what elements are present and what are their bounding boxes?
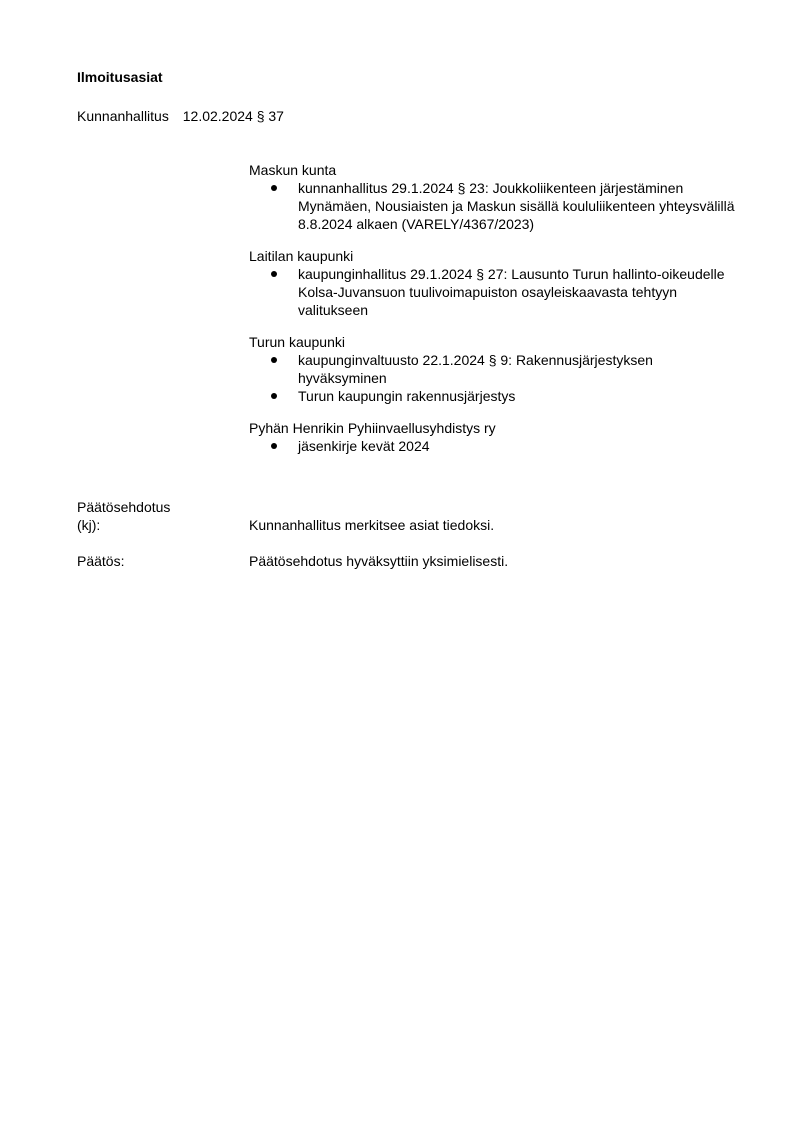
notice-item — [249, 179, 739, 233]
meeting-body: Kunnanhallitus — [77, 108, 169, 124]
notice-items — [249, 437, 739, 455]
notice-item — [249, 351, 739, 387]
bullet-icon — [271, 185, 277, 191]
decision-label: Päätös: — [77, 553, 125, 569]
notice-organization: Turun kaupunki — [249, 334, 345, 350]
notice-item — [249, 437, 739, 455]
notice-group — [249, 419, 739, 455]
notice-organization: Maskun kunta — [249, 162, 337, 178]
proposal-label-suffix: (kj): — [77, 517, 101, 533]
notice-organization: Pyhän Henrikin Pyhiinvaellusyhdistys ry — [249, 420, 496, 436]
notice-item-text: jäsenkirje kevät 2024 — [298, 438, 430, 454]
bullet-icon — [271, 357, 277, 363]
proposal-label: Päätösehdotus — [77, 499, 171, 515]
notice-item-text: Turun kaupungin rakennusjärjestys — [298, 388, 516, 404]
notice-items — [249, 179, 739, 233]
meeting-date-section: 12.02.2024 § 37 — [182, 108, 284, 124]
proposal-text: Kunnanhallitus merkitsee asiat tiedoksi. — [249, 517, 495, 533]
notice-items — [249, 265, 739, 319]
notice-organization: Laitilan kaupunki — [249, 248, 354, 264]
notice-item — [249, 387, 739, 405]
bullet-icon — [271, 443, 277, 449]
notice-item — [249, 265, 739, 319]
page-title: Ilmoitusasiat — [77, 69, 163, 85]
bullet-icon — [271, 393, 277, 399]
notice-group — [249, 161, 739, 233]
notice-item-text: kunnanhallitus 29.1.2024 § 23: Joukkoliikenteen järjestäminen Mynämäen, Nousiaisten ja Maskun sisällä koululiikenteen yhteysvälillä 8.8.2024 alkaen (VARELY/4367/2023) — [298, 180, 735, 232]
notices-list — [249, 161, 739, 469]
meeting-reference — [77, 107, 284, 125]
notice-group — [249, 333, 739, 405]
bullet-icon — [271, 271, 277, 277]
notice-item-text: kaupunginhallitus 29.1.2024 § 27: Lausunto Turun hallinto-oikeudelle Kolsa-Juvansuon tuulivoimapuiston osayleiskaavasta tehtyyn valitukseen — [298, 266, 725, 318]
decision-text: Päätösehdotus hyväksyttiin yksimielisesti. — [249, 553, 509, 569]
notice-items — [249, 351, 739, 405]
notice-group — [249, 247, 739, 319]
notice-item-text: kaupunginvaltuusto 22.1.2024 § 9: Rakennusjärjestyksen hyväksyminen — [298, 352, 653, 386]
